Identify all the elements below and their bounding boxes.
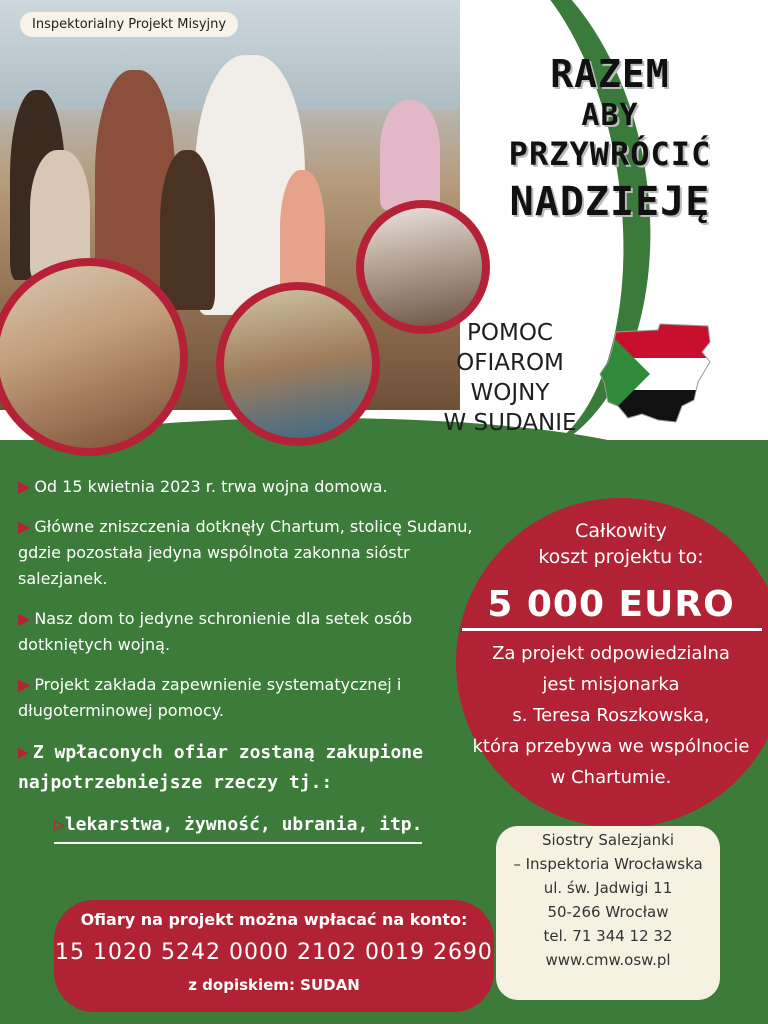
address-line: 50-266 Wrocław <box>547 903 669 921</box>
list-item: ▶ Od 15 kwietnia 2023 r. trwa wojna domowa. <box>18 477 388 496</box>
bank-account-label: Ofiary na projekt można wpłacać na konto: <box>80 910 468 929</box>
cost-label: koszt projektu to: <box>538 546 704 568</box>
photo-children-eating <box>216 282 380 446</box>
subheadline <box>430 318 590 438</box>
responsible-text: jest misjonarka <box>542 674 680 695</box>
headline-line: ABY <box>581 98 639 133</box>
subheadline-line: OFIAROM <box>456 350 564 376</box>
list-item: ▶ Główne zniszczenia dotknęły Chartum, stolicę Sudanu, gdzie pozostała jedyna wspólnota zakonna sióstr salezjanek. <box>18 517 473 588</box>
bank-account-note: z dopiskiem: SUDAN <box>188 976 360 994</box>
list-item: ▶ Z wpłaconych ofiar zostaną zakupione najpotrzebniejsze rzeczy tj.: <box>18 742 423 793</box>
arrow-bullet-icon: ▷ <box>54 814 65 835</box>
headline-line: RAZEM <box>550 52 670 96</box>
subheadline-line: POMOC <box>467 320 553 346</box>
responsible-text: Za projekt odpowiedzialna <box>492 643 730 664</box>
arrow-bullet-icon: ▶ <box>18 477 31 496</box>
project-tag: Inspektorialny Projekt Misyjny <box>20 12 238 37</box>
headline <box>460 52 760 225</box>
arrow-bullet-icon: ▶ <box>18 517 31 536</box>
list-item: ▶ Nasz dom to jedyne schronienie dla setek osób dotkniętych wojną. <box>18 609 413 654</box>
address-phone: tel. 71 344 12 32 <box>543 927 673 945</box>
project-cost-circle <box>456 498 768 828</box>
sudan-flag-map-icon <box>598 322 716 426</box>
headline-line: NADZIEJĘ <box>509 179 711 225</box>
bullet-list <box>18 474 478 844</box>
headline-line: PRZYWRÓCIĆ <box>508 135 712 173</box>
responsible-text: w Chartumie. <box>550 767 672 788</box>
responsible-text: s. Teresa Roszkowska, <box>512 705 710 726</box>
purchase-items: ▷lekarstwa, żywność, ubrania, itp. <box>54 812 422 844</box>
responsible-text: która przebywa we wspólnocie <box>472 736 750 757</box>
arrow-bullet-icon: ▶ <box>18 609 31 628</box>
address-line: ul. św. Jadwigi 11 <box>543 879 673 897</box>
bank-account-box <box>54 900 494 1012</box>
cost-label: Całkowity <box>575 520 667 542</box>
address-box <box>496 826 720 1000</box>
list-item: ▶ Projekt zakłada zapewnienie systematycznej i długoterminowej pomocy. <box>18 675 402 720</box>
address-line: Siostry Salezjanki <box>541 831 675 849</box>
subheadline-line: WOJNY <box>470 380 550 406</box>
address-website: www.cmw.osw.pl <box>545 951 671 969</box>
cost-amount: 5 000 EURO <box>487 584 735 625</box>
bank-account-number: 15 1020 5242 0000 2102 0019 2690 <box>55 940 493 965</box>
divider <box>462 628 762 631</box>
arrow-bullet-icon: ▶ <box>18 675 31 694</box>
arrow-bullet-icon: ▶ <box>18 742 29 763</box>
subheadline-line: W SUDANIE <box>443 410 577 436</box>
address-line: – Inspektoria Wrocławska <box>513 855 703 873</box>
